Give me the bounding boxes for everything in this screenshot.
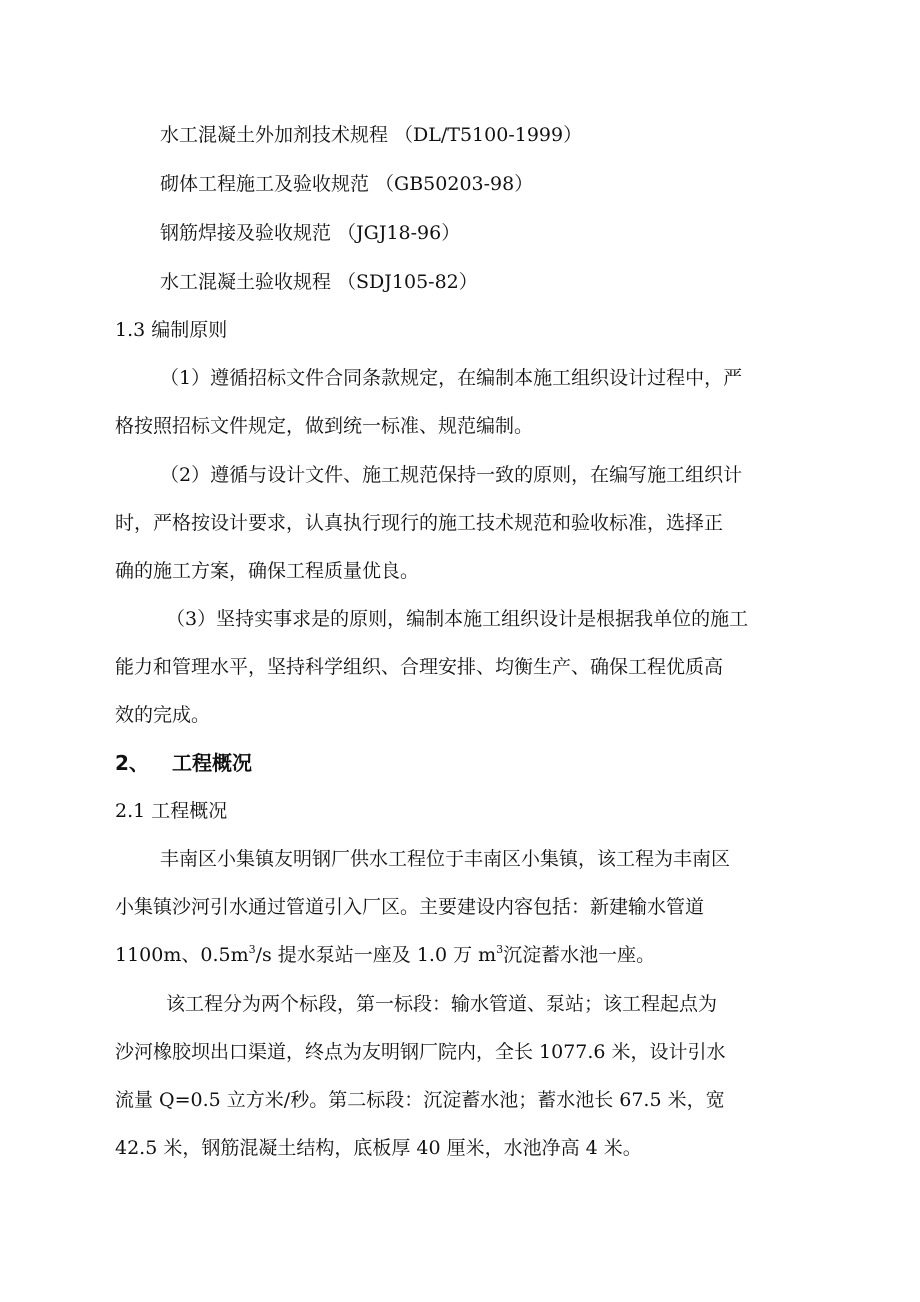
standard-item: 钢筋焊接及验收规范 （JGJ18-96） (160, 222, 461, 244)
superscript: 3 (496, 943, 504, 956)
paragraph-line: 沙河橡胶坝出口渠道，终点为友明钢厂院内，全长 1077.6 米，设计引水 (115, 1041, 726, 1063)
standard-item: 水工混凝土验收规程 （SDJ105-82） (160, 271, 478, 293)
paragraph-line: （3）坚持实事求是的原则，编制本施工组织设计是根据我单位的施工 (166, 608, 749, 630)
paragraph-line: （1）遵循招标文件合同条款规定，在编制本施工组织设计过程中，严 (160, 367, 743, 389)
chapter-title: 工程概况 (172, 751, 252, 775)
paragraph-line: 该工程分为两个标段，第一标段：输水管道、泵站；该工程起点为 (166, 993, 718, 1015)
paragraph-line: 效的完成。 (115, 704, 211, 726)
paragraph-line: 42.5 米，钢筋混凝土结构，底板厚 40 厘米，水池净高 4 米。 (115, 1137, 642, 1159)
standard-item: 砌体工程施工及验收规范 （GB50203-98） (160, 173, 534, 195)
standard-item: 水工混凝土外加剂技术规程 （DL/T5100-1999） (160, 124, 583, 146)
chapter-heading (115, 751, 252, 775)
paragraph-line: 格按照招标文件规定，做到统一标准、规范编制。 (115, 415, 534, 437)
chapter-number: 2、 (115, 751, 149, 775)
paragraph-line: 流量 Q=0.5 立方米/秒。第二标段：沉淀蓄水池；蓄水池长 67.5 米，宽 (115, 1089, 725, 1111)
text-run: 沉淀蓄水池一座。 (503, 944, 656, 966)
paragraph-line: 丰南区小集镇友明钢厂供水工程位于丰南区小集镇，该工程为丰南区 (160, 848, 731, 870)
text-run: 1100m、0.5m (115, 944, 249, 966)
superscript: 3 (248, 943, 256, 956)
text-run: /s 提水泵站一座及 1.0 万 m (255, 944, 497, 966)
paragraph-line: 小集镇沙河引水通过管道引入厂区。主要建设内容包括：新建输水管道 (115, 896, 705, 918)
section-heading-1-3: 1.3 编制原则 (115, 319, 228, 341)
paragraph-line: 确的施工方案，确保工程质量优良。 (115, 560, 420, 582)
paragraph-line (115, 943, 655, 967)
paragraph-line: （2）遵循与设计文件、施工规范保持一致的原则，在编写施工组织计 (160, 464, 743, 486)
paragraph-line: 能力和管理水平，坚持科学组织、合理安排、均衡生产、确保工程优质高 (115, 656, 724, 678)
section-heading-2-1: 2.1 工程概况 (115, 800, 228, 822)
paragraph-line: 时，严格按设计要求，认真执行现行的施工技术规范和验收标准，选择正 (115, 512, 724, 534)
